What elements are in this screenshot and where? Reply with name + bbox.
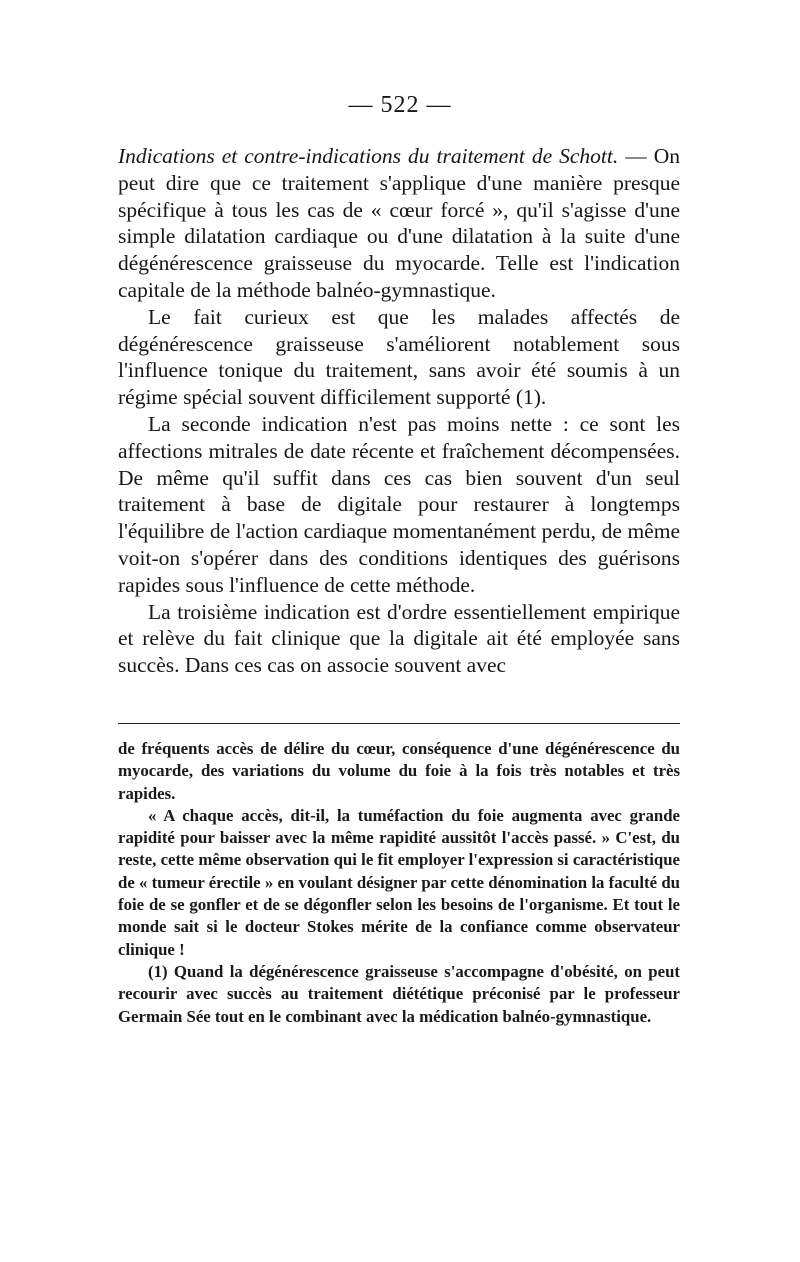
footnotes — [118, 738, 680, 1028]
footnote-quote: « A chaque accès, dit-il, la tuméfaction du foie augmenta avec grande rapidité pour baisser avec la même rapidité aussitôt l'accès passé. » C'est, du reste, cette même observation qui le fit employer l'expression si caractéristique de « tumeur érectile » en voulant désigner par cette dénomination la faculté du foie de se gonfler et de se dégonfler selon les besoins de l'organisme. Et tout le monde sait si le docteur Stokes mérite de la confiance comme observateur clinique ! — [118, 805, 680, 959]
main-text — [118, 143, 680, 679]
footnote-1: (1) Quand la dégénérescence graisseuse s'accompagne d'obésité, on peut recourir avec succès au traitement diététique préconisé par le professeur Germain Sée tout en le combinant avec la médication balnéo-gymnastique. — [118, 961, 680, 1026]
paragraph-3: La seconde indication n'est pas moins nette : ce sont les affections mitrales de date récente et fraîchement décompensées. De même qu'il suffit dans ces cas bien souvent d'un seul traitement à base de digitale pour restaurer à longtemps l'équilibre de l'action cardiaque momentanément perdu, de même voit-on s'opérer dans des conditions identiques des guérisons rapides sous l'influence de cette méthode. — [118, 411, 680, 597]
section-title: Indications et contre-indications du traitement de Schott. — [118, 144, 619, 168]
paragraph-2: Le fait curieux est que les malades affectés de dégénérescence graisseuse s'améliorent notablement sous l'influence tonique du traitement, sans avoir été soumis à un régime spécial souvent difficilement supporté (1). — [118, 304, 680, 410]
paragraph-4: La troisième indication est d'ordre essentiellement empirique et relève du fait clinique que la digitale ait été employée sans succès. Dans ces cas on associe souvent avec — [118, 599, 680, 678]
page-number: — 522 — — [348, 92, 452, 118]
paragraph-1-text: — On peut dire que ce traitement s'applique d'une manière presque spécifique à tous les cas de « cœur forcé », qu'il s'agisse d'une simple dilatation cardiaque ou d'une dilatation à la suite d'une dégénérescence graisseuse du myocarde. Telle est l'indication capitale de la méthode balnéo-gymnastique. — [118, 144, 680, 302]
paragraph-1 — [118, 143, 680, 304]
footnote-divider — [118, 723, 680, 724]
footnote-continuation: de fréquents accès de délire du cœur, conséquence d'une dégénérescence du myocarde, des variations du volume du foie à la fois très notables et très rapides. — [118, 739, 680, 803]
